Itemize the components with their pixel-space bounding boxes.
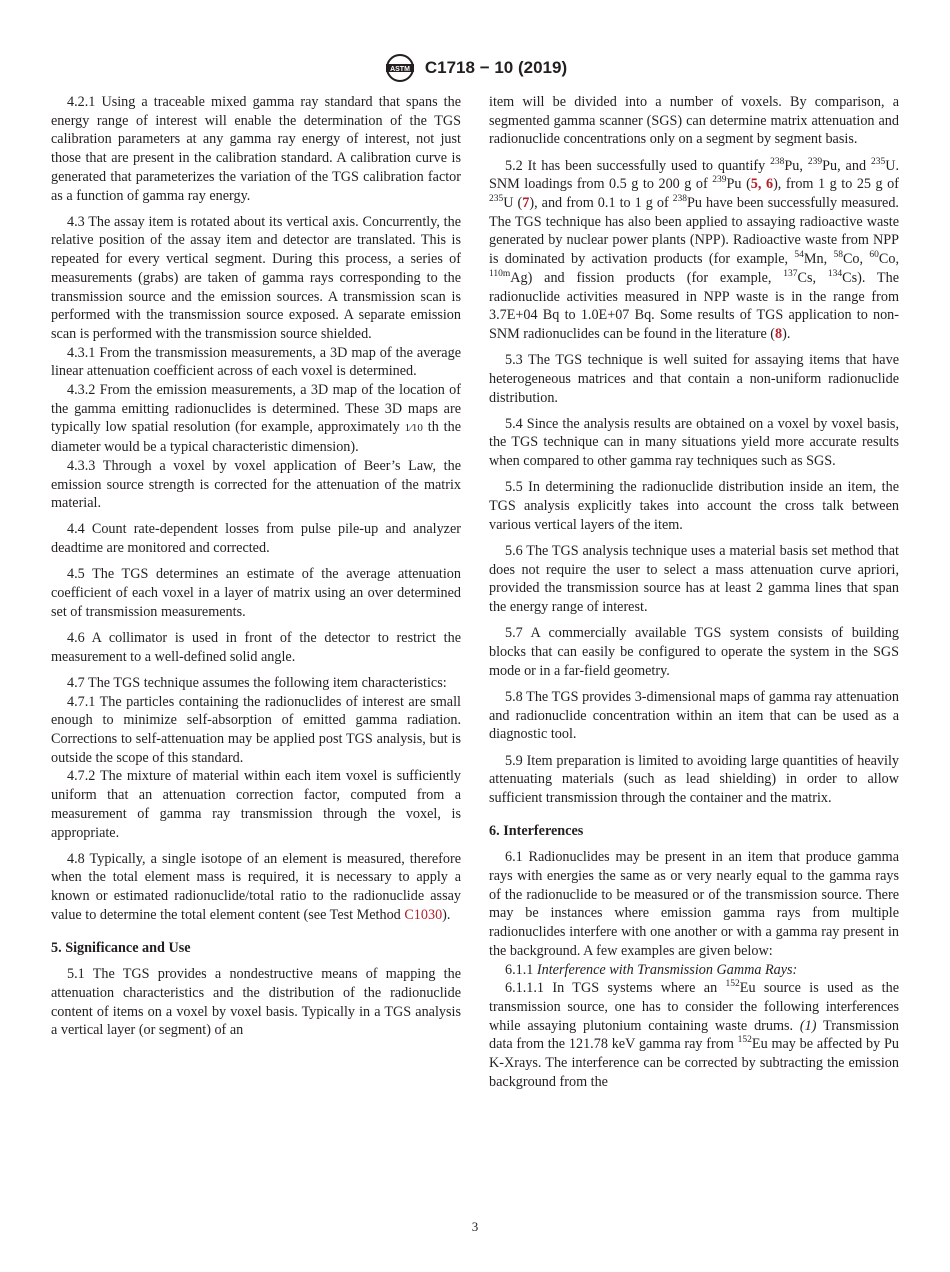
para-4-2-1: 4.2.1 Using a traceable mixed gamma ray standard that spans the energy range of interest will enable the determination of the TGS calibration parameters at any gamma ray energy of interest, not just those that are present in the calibration standard. A calibration curve is generated that parameterizes the variation of the TGS calibration factor as a function of gamma ray energy. — [51, 94, 461, 204]
section-5-heading: 5. Significance and Use — [51, 939, 191, 956]
para-5-1: 5.1 The TGS provides a nondestructive means of mapping the attenuation characteristics and the distribution of the radionuclide content of items on a voxel by voxel basis. Typically in a TGS analysis a vertical layer (or segment) of an — [51, 966, 461, 1039]
para-5-6: 5.6 The TGS analysis technique uses a material basis set method that does not require the user to select a mass attenuation curve apriori, provided the transmission source has at least 2 gamma lines that span the energy range of interest. — [489, 542, 899, 616]
para-4-6: 4.6 A collimator is used in front of the detector to restrict the measurement to a well-defined solid angle. — [51, 629, 461, 665]
astm-logo-icon — [383, 53, 417, 83]
para-5-4: 5.4 Since the analysis results are obtained on a voxel by voxel basis, the TGS technique can in many situations yield more accurate results when compared to other gamma ray techniques such as SGS. — [489, 415, 899, 470]
para-5-8: 5.8 The TGS provides 3-dimensional maps of gamma ray attenuation and radionuclide concentration within an item that can be used as a diagnostic tool. — [489, 688, 899, 743]
para-5-9: 5.9 Item preparation is limited to avoiding large quantities of heavily attenuating materials (such as lead shielding) in order to allow sufficient transmission through the container and the matrix. — [489, 752, 899, 806]
para-5-1-cont: item will be divided into a number of voxels. By comparison, a segmented gamma scanner (SGS) can determine matrix attenuation and radionuclide concentrations only on a segment by segment basis. — [489, 94, 899, 148]
para-5-3: 5.3 The TGS technique is well suited for assaying items that have heterogeneous matrices and that contain a non-uniform radionuclide distribution. — [489, 352, 899, 406]
para-4-7-2: 4.7.2 The mixture of material within each item voxel is sufficiently uniform that an attenuation correction factor, computed from a measurement of gamma ray transmission through the voxel, is appropriate. — [51, 768, 461, 841]
para-4-8: 4.8 Typically, a single isotope of an element is measured, therefore when the total element mass is required, it is necessary to apply a known or estimated radionuclide/total ratio to the radionuclide assay value to determine the total element content (see Test Method C1030). — [51, 850, 461, 923]
ref-8[interactable]: 8 — [775, 325, 783, 342]
page-header — [0, 52, 950, 84]
para-5-2: 5.2 It has been successfully used to quantify $^{238}$Pu, $^{239}$Pu, and $^{235}$U. SNM loadings from 0.5 g to 200 g of $^{239}$Pu (5, 6), from 1 g to 25 g of $^{235}$U (7), and from 0.1 to 1 g of $^{238}$Pu have been successfully measured. The TGS technique has also been applied to assaying radioactive waste generated by nuclear power plants (NPP). Radioactive waste from NPP is dominated by activation products (for example, $^{54}$Mn, $^{58}$Co, $^{60}$Co, $^{110m}$Ag) and fission products (for example, $^{137}$Cs, $^{134}$Cs). The radionuclide activities measured in NPP waste is in the range from 3.7E+04 Bq to 1.0E+07 Bq. Some results of TGS application to non-SNM radionuclides can be found in the literature (8). — [489, 156, 899, 342]
para-4-7-1: 4.7.1 The particles containing the radionuclides of interest are small enough to minimize self-absorption of emitted gamma radiation. Corrections to self-attenuation may be applied post TGS analysis, but is outside the scope of this standard. — [51, 693, 461, 766]
document-id: C1718 − 10 (2019) — [424, 58, 568, 77]
fraction: 1⁄10 — [404, 422, 423, 435]
ref-5[interactable]: 5 — [750, 176, 758, 193]
para-4-3: 4.3 The assay item is rotated about its vertical axis. Concurrently, the relative position of the assay item and detector are translated. This is repeated for every vertical segment. During this process, a series of measurements (grabs) are taken of gamma rays corresponding to the transmission source and the emission sources. A transmission scan is performed with the transmission source exposed. A separate emission scan is performed with the transmission source shielded. — [51, 213, 461, 342]
para-6-1-1: 6.1.1 Interference with Transmission Gamma Rays: — [505, 961, 798, 978]
para-4-5: 4.5 The TGS determines an estimate of the average attenuation coefficient of each voxel in a layer of matrix using an over determined set of transmission measurements. — [51, 566, 461, 620]
page-number: 3 — [471, 1219, 479, 1234]
para-4-3-3: 4.3.3 Through a voxel by voxel application of Beer’s Law, the emission source strength is corrected for the attenuation of the matrix material. — [51, 457, 461, 512]
left-column — [51, 93, 461, 1040]
right-column — [489, 93, 899, 1091]
para-4-7: 4.7 The TGS technique assumes the following item characteristics: — [67, 674, 447, 691]
ref-6[interactable]: 6 — [765, 176, 774, 193]
para-4-3-2: 4.3.2 From the emission measurements, a 3D map of the location of the gamma emitting radionuclides is determined. These 3D maps are typically low spatial resolution (for example, approximately 1⁄10 th the diameter would be a typical characteristic dimension). — [51, 382, 462, 456]
para-4-4: 4.4 Count rate-dependent losses from pulse pile-up and analyzer deadtime are monitored and corrected. — [51, 521, 461, 557]
section-6-heading: 6. Interferences — [489, 822, 584, 839]
para-4-3-1: 4.3.1 From the transmission measurements, a 3D map of the average linear attenuation coefficient across of each voxel is determined. — [51, 344, 461, 380]
para-5-7: 5.7 A commercially available TGS system consists of building blocks that can easily be configured to operate the system in the SGS mode or in a far-field geometry. — [489, 625, 899, 679]
svg-text:ASTM: ASTM — [389, 66, 410, 73]
link-c1030[interactable]: C1030 — [404, 906, 443, 923]
para-6-1-1-1: 6.1.1.1 In TGS systems where an $^{152}$Eu source is used as the transmission source, one has to consider the following interferences while assaying plutonium containing waste drums. (1) Transmission data from the 121.78 keV gamma ray from $^{152}$Eu may be affected by Pu K-Xrays. The interference can be corrected by subtracting the emission background from the — [489, 979, 900, 1090]
para-6-1: 6.1 Radionuclides may be present in an item that produce gamma rays with energies the same as or very nearly equal to the gamma rays of the radionuclide to be measured or of the transmission source. There may be instances where emission gamma rays from multiple radionuclides interfere with one another or with a gamma ray present in the background. A few examples are given below: — [489, 849, 899, 959]
ref-7[interactable]: 7 — [522, 195, 530, 212]
para-5-5: 5.5 In determining the radionuclide distribution inside an item, the TGS analysis explicitly takes into account the cross talk between various vertical layers of the item. — [489, 479, 899, 533]
